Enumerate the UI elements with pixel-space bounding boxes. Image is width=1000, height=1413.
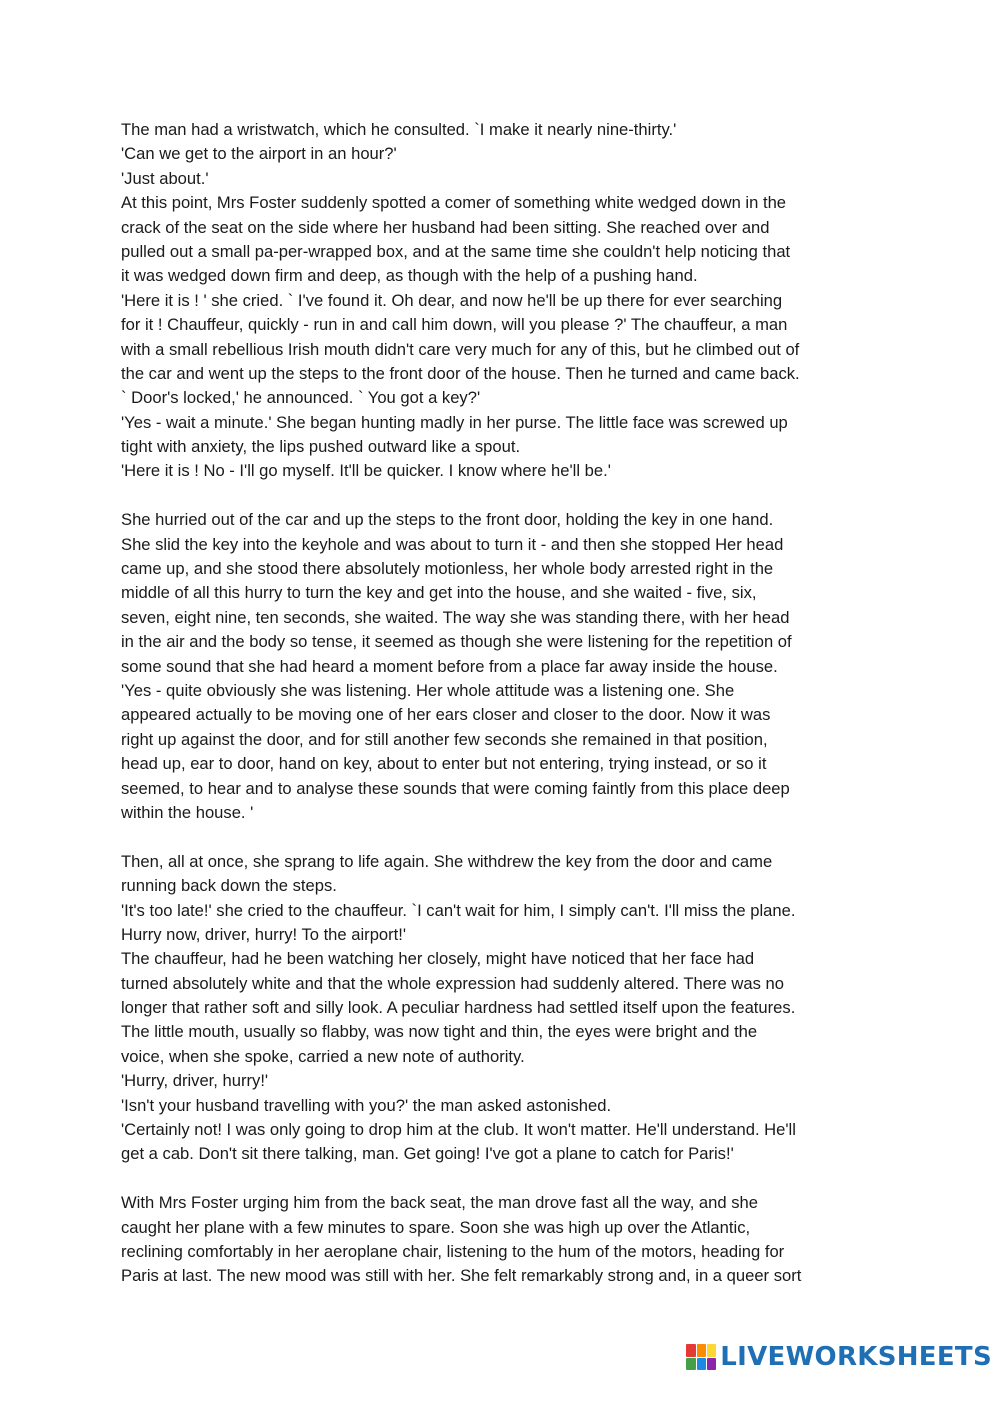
text-line: turned absolutely white and that the whole expression had suddenly altered. There was no — [121, 973, 784, 993]
paragraph — [121, 118, 891, 484]
text-line: 'Just about.' — [121, 168, 209, 188]
text-line: seemed, to hear and to analyse these sounds that were coming faintly from this place deep — [121, 778, 790, 798]
text-line: With Mrs Foster urging him from the back seat, the man drove fast all the way, and she — [121, 1193, 758, 1213]
text-line: came up, and she stood there absolutely motionless, her whole body arrested right in the — [121, 559, 774, 579]
brand-name: LIVEWORKSHEETS — [720, 1342, 992, 1372]
text-line: 'Certainly not! I was only going to drop him at the club. It won't matter. He'll understand. He'll — [121, 1120, 796, 1140]
paragraph — [121, 508, 891, 825]
text-line: 'Hurry, driver, hurry!' — [121, 1071, 269, 1091]
text-line: 'Can we get to the airport in an hour?' — [121, 144, 397, 164]
text-line: Hurry now, driver, hurry! To the airport!' — [121, 924, 407, 944]
text-line: 'Here it is ! No - I'll go myself. It'll be quicker. I know where he'll be.' — [121, 461, 611, 481]
logo-tile — [697, 1344, 706, 1357]
logo-tile — [697, 1358, 706, 1371]
liveworksheets-logo-icon — [686, 1344, 716, 1370]
text-line: 'Isn't your husband travelling with you?' the man asked astonished. — [121, 1095, 612, 1115]
text-line: longer that rather soft and silly look. A peculiar hardness had settled itself upon the features. — [121, 998, 796, 1018]
text-line: right up against the door, and for still another few seconds she remained in that position, — [121, 729, 768, 749]
paragraph-gap — [121, 825, 891, 849]
text-line: seven, eight nine, ten seconds, she waited. The way she was standing there, with her head — [121, 607, 790, 627]
text-line: At this point, Mrs Foster suddenly spotted a comer of something white wedged down in the — [121, 193, 787, 213]
paragraph — [121, 1191, 891, 1289]
document-body — [121, 118, 891, 1289]
text-line: 'It's too late!' she cried to the chauffeur. `I can't wait for him, I simply can't. I'll miss the plane. — [121, 900, 796, 920]
text-line: She hurried out of the car and up the steps to the front door, holding the key in one hand. — [121, 510, 774, 530]
logo-tile — [707, 1358, 716, 1371]
text-line: get a cab. Don't sit there talking, man. Get going! I've got a plane to catch for Paris!' — [121, 1144, 734, 1164]
paragraph-gap — [121, 484, 891, 508]
text-line: The little mouth, usually so flabby, was now tight and thin, the eyes were bright and the — [121, 1022, 758, 1042]
text-line: ` Door's locked,' he announced. ` You got a key?' — [121, 388, 481, 408]
text-line: The man had a wristwatch, which he consulted. `I make it nearly nine-thirty.' — [121, 120, 677, 139]
text-line: the car and went up the steps to the front door of the house. Then he turned and came back. — [121, 363, 800, 383]
paragraph-gap — [121, 1167, 891, 1191]
text-line: pulled out a small pa-per-wrapped box, and at the same time she couldn't help noticing that — [121, 241, 791, 261]
text-line: for it ! Chauffeur, quickly - run in and call him down, will you please ?' The chauffeur, a man — [121, 315, 788, 335]
text-line: with a small rebellious Irish mouth didn't care very much for any of this, but he climbed out of — [121, 339, 800, 359]
text-line: Then, all at once, she sprang to life again. She withdrew the key from the door and came — [121, 851, 773, 871]
text-line: head up, ear to door, hand on key, about to enter but not entering, trying instead, or so it — [121, 754, 767, 774]
text-line: in the air and the body so tense, it seemed as though she were listening for the repetition of — [121, 632, 792, 652]
text-line: some sound that she had heard a moment before from a place far away inside the house. — [121, 656, 778, 676]
text-line: 'Yes - wait a minute.' She began hunting madly in her purse. The little face was screwed up — [121, 412, 788, 432]
text-line: She slid the key into the keyhole and was about to turn it - and then she stopped Her head — [121, 534, 784, 554]
paragraph — [121, 850, 891, 1167]
text-line: voice, when she spoke, carried a new note of authority. — [121, 1046, 525, 1066]
text-line: appeared actually to be moving one of her ears closer and closer to the door. Now it was — [121, 705, 771, 725]
logo-tile — [686, 1358, 695, 1371]
logo-tile — [707, 1344, 716, 1357]
text-line: within the house. ' — [121, 802, 254, 822]
text-line: 'Yes - quite obviously she was listening. Her whole attitude was a listening one. She — [121, 680, 735, 700]
text-line: caught her plane with a few minutes to spare. Soon she was high up over the Atlantic, — [121, 1217, 751, 1237]
text-line: reclining comfortably in her aeroplane chair, listening to the hum of the motors, heading for — [121, 1241, 785, 1261]
text-line: 'Here it is ! ' she cried. ` I've found it. Oh dear, and now he'll be up there for ever searching — [121, 290, 783, 310]
text-line: Paris at last. The new mood was still with her. She felt remarkably strong and, in a queer sort — [121, 1266, 802, 1286]
liveworksheets-brand — [686, 1343, 992, 1371]
text-line: running back down the steps. — [121, 876, 337, 896]
text-line: crack of the seat on the side where her husband had been sitting. She reached over and — [121, 217, 770, 237]
text-line: middle of all this hurry to turn the key and get into the house, and she waited - five, six, — [121, 583, 757, 603]
logo-tile — [686, 1344, 695, 1357]
text-line: it was wedged down firm and deep, as though with the help of a pushing hand. — [121, 266, 698, 286]
text-line: The chauffeur, had he been watching her closely, might have noticed that her face had — [121, 949, 755, 969]
text-line: tight with anxiety, the lips pushed outward like a spout. — [121, 437, 521, 457]
